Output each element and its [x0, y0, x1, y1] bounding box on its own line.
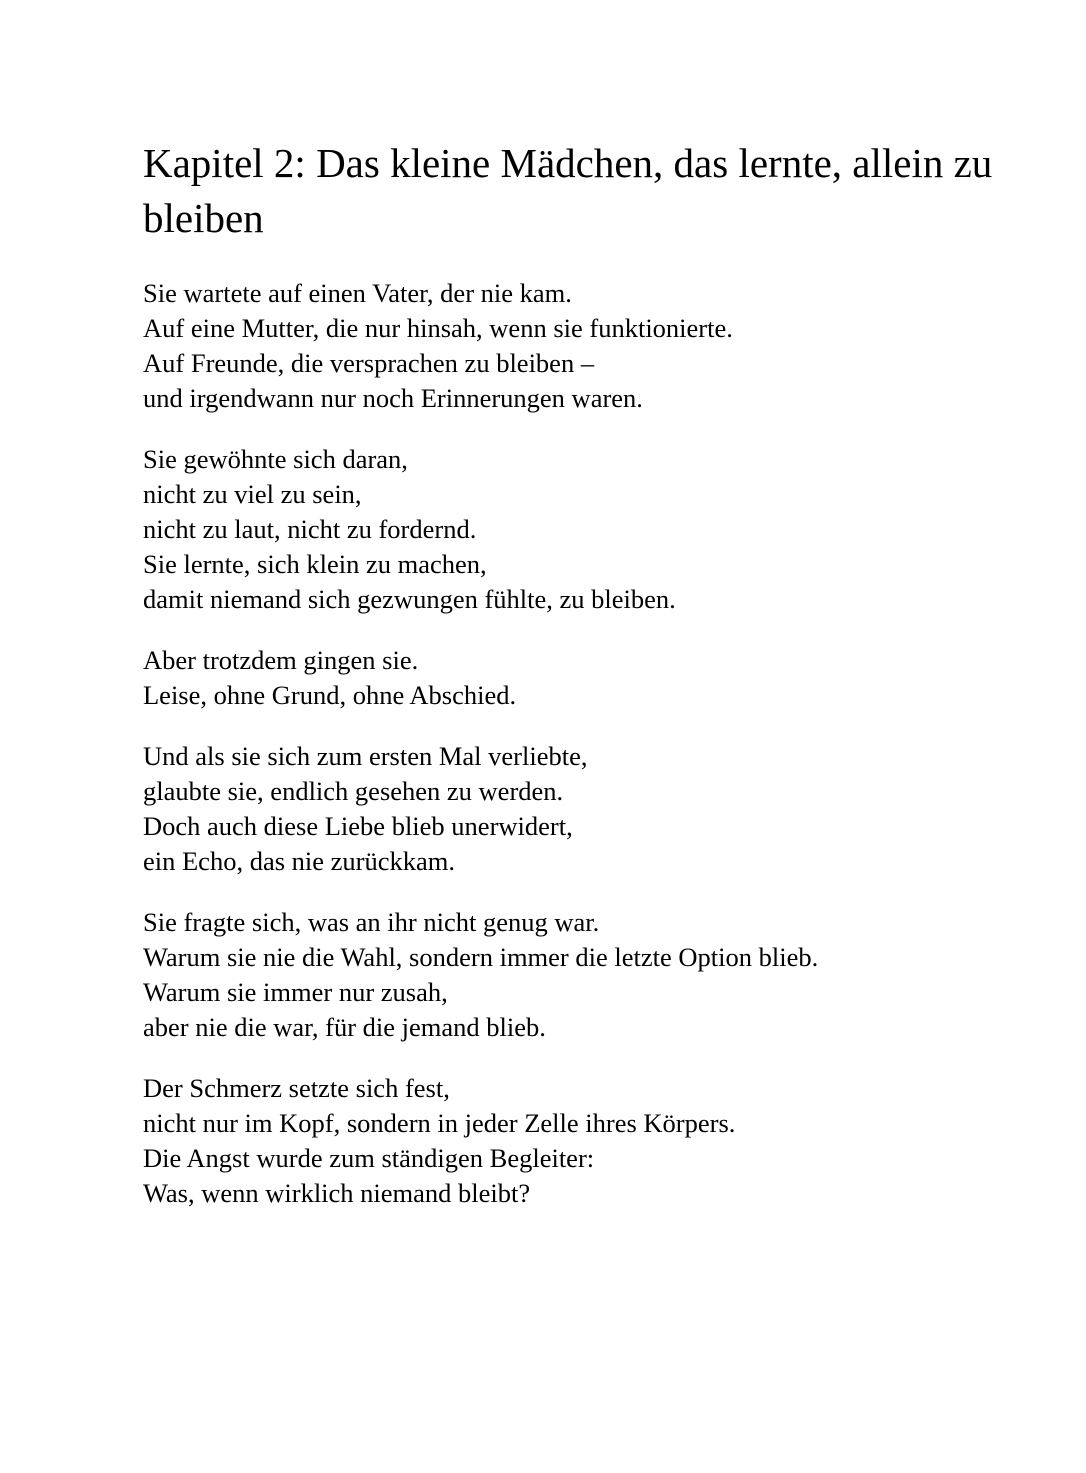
chapter-title: Kapitel 2: Das kleine Mädchen, das lernte, allein zu bleiben: [143, 140, 993, 241]
poem-line: Warum sie nie die Wahl, sondern immer die letzte Option blieb.: [143, 942, 819, 972]
poem-line: glaubte sie, endlich gesehen zu werden.: [143, 776, 564, 806]
poem-line: ein Echo, das nie zurückkam.: [143, 846, 455, 876]
poem-line: Sie gewöhnte sich daran,: [143, 444, 408, 474]
poem-line: Sie lernte, sich klein zu machen,: [143, 549, 487, 579]
poem-line: Sie wartete auf einen Vater, der nie kam.: [143, 278, 572, 308]
stanza-6: [143, 1071, 1003, 1211]
poem-line: Was, wenn wirklich niemand bleibt?: [143, 1178, 531, 1208]
poem-line: nicht zu laut, nicht zu fordernd.: [143, 514, 477, 544]
poem-line: Leise, ohne Grund, ohne Abschied.: [143, 680, 517, 710]
document-page: [143, 136, 1003, 1237]
poem-line: Warum sie immer nur zusah,: [143, 977, 448, 1007]
poem-line: und irgendwann nur noch Erinnerungen waren.: [143, 383, 643, 413]
stanza-5: [143, 905, 1003, 1045]
poem-line: Sie fragte sich, was an ihr nicht genug war.: [143, 907, 600, 937]
poem-line: nicht zu viel zu sein,: [143, 479, 362, 509]
poem-line: Und als sie sich zum ersten Mal verliebte,: [143, 741, 588, 771]
poem-line: Der Schmerz setzte sich fest,: [143, 1073, 450, 1103]
stanza-1: [143, 276, 1003, 416]
stanza-4: [143, 739, 1003, 879]
poem-line: Auf Freunde, die versprachen zu bleiben –: [143, 348, 595, 378]
poem-line: aber nie die war, für die jemand blieb.: [143, 1012, 546, 1042]
stanza-3: [143, 643, 1003, 713]
poem-line: damit niemand sich gezwungen fühlte, zu bleiben.: [143, 584, 676, 614]
poem-line: Doch auch diese Liebe blieb unerwidert,: [143, 811, 573, 841]
stanza-2: [143, 442, 1003, 617]
poem-line: nicht nur im Kopf, sondern in jeder Zelle ihres Körpers.: [143, 1108, 736, 1138]
poem-line: Aber trotzdem gingen sie.: [143, 645, 419, 675]
poem-line: Auf eine Mutter, die nur hinsah, wenn sie funktionierte.: [143, 313, 733, 343]
poem-line: Die Angst wurde zum ständigen Begleiter:: [143, 1143, 595, 1173]
